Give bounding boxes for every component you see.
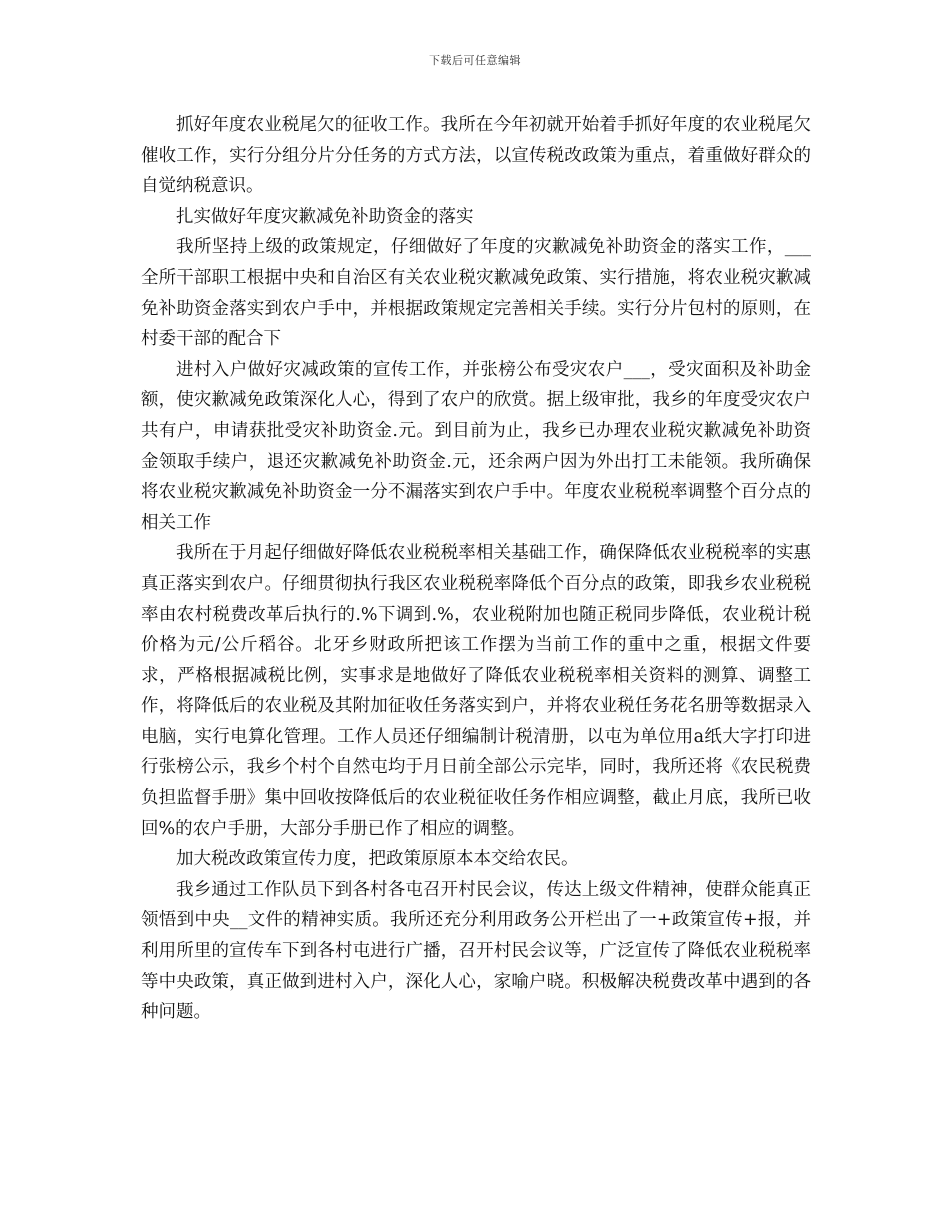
- paragraph-village-publicity: 进村入户做好灾减政策的宣传工作，并张榜公布受灾农户___，受灾面积及补助金额，使灾歉减免政策深化人心，得到了农户的欣赏。据上级审批，我乡的年度受灾农户共有户，申请获批受灾补助资金.元。到目前为止，我乡已办理农业税灾歉减免补助资金领取手续户，退还灾歉减免补助资金.元，还余两户因为外出打工未能领。我所确保将农业税灾歉减免补助资金一分不漏落实到农户手中。年度农业税税率调整个百分点的相关工作: [141, 359, 811, 533]
- paragraph-disaster-relief-policy: 我所坚持上级的政策规定，仔细做好了年度的灾歉减免补助资金的落实工作，___全所干部职工根据中央和自治区有关农业税灾歉减免政策、实行措施，将农业税灾歉减免补助资金落实到农户手中，并根据政策规定完善相关手续。实行分片包村的原则，在村委干部的配合下: [141, 237, 811, 350]
- document-body: [141, 110, 811, 1028]
- paragraph-tax-rate-reduction: 我所在于月起仔细做好降低农业税税率相关基础工作，确保降低农业税税率的实惠真正落实到农户。仔细贯彻执行我区农业税税率降低个百分点的政策，即我乡农业税税率由农村税费改革后执行的.%下调到.%，农业税附加也随正税同步降低，农业税计税价格为元/公斤稻谷。北牙乡财政所把该工作摆为当前工作的重中之重，根据文件要求，严格根据减税比例，实事求是地做好了降低农业税税率相关资料的测算、调整工作，将降低后的农业税及其附加征收任务落实到户，并将农业税任务花名册等数据录入电脑，实行电算化管理。工作人员还仔细编制计税清册，以屯为单位用a纸大字打印进行张榜公示，我乡个村个自然屯均于月日前全部公示完毕，同时，我所还将《农民税费负担监督手册》集中回收按降低后的农业税征收任务作相应调整，截止月底，我所已收回%的农户手册，大部分手册已作了相应的调整。: [141, 543, 811, 839]
- page-header: 下载后可任意编辑: [429, 54, 521, 67]
- paragraph-tax-arrears: 抓好年度农业税尾欠的征收工作。我所在今年初就开始着手抓好年度的农业税尾欠催收工作，实行分组分片分任务的方式方法，以宣传税改政策为重点，着重做好群众的自觉纳税意识。: [141, 115, 811, 197]
- paragraph-disaster-relief-heading: 扎实做好年度灾歉减免补助资金的落实: [176, 206, 474, 227]
- paragraph-publicity-heading: 加大税改政策宣传力度，把政策原原本本交给农民。: [176, 849, 579, 870]
- paragraph-publicity-work: 我乡通过工作队员下到各村各屯召开村民会议，传达上级文件精神，使群众能真正领悟到中央__文件的精神实质。我所还充分利用政务公开栏出了一+政策宣传+报，并利用所里的宣传车下到各村屯进行广播，召开村民会议等，广泛宣传了降低农业税税率等中央政策，真正做到进村入户，深化人心，家喻户晓。积极解决税费改革中遇到的各种问题。: [141, 879, 811, 1023]
